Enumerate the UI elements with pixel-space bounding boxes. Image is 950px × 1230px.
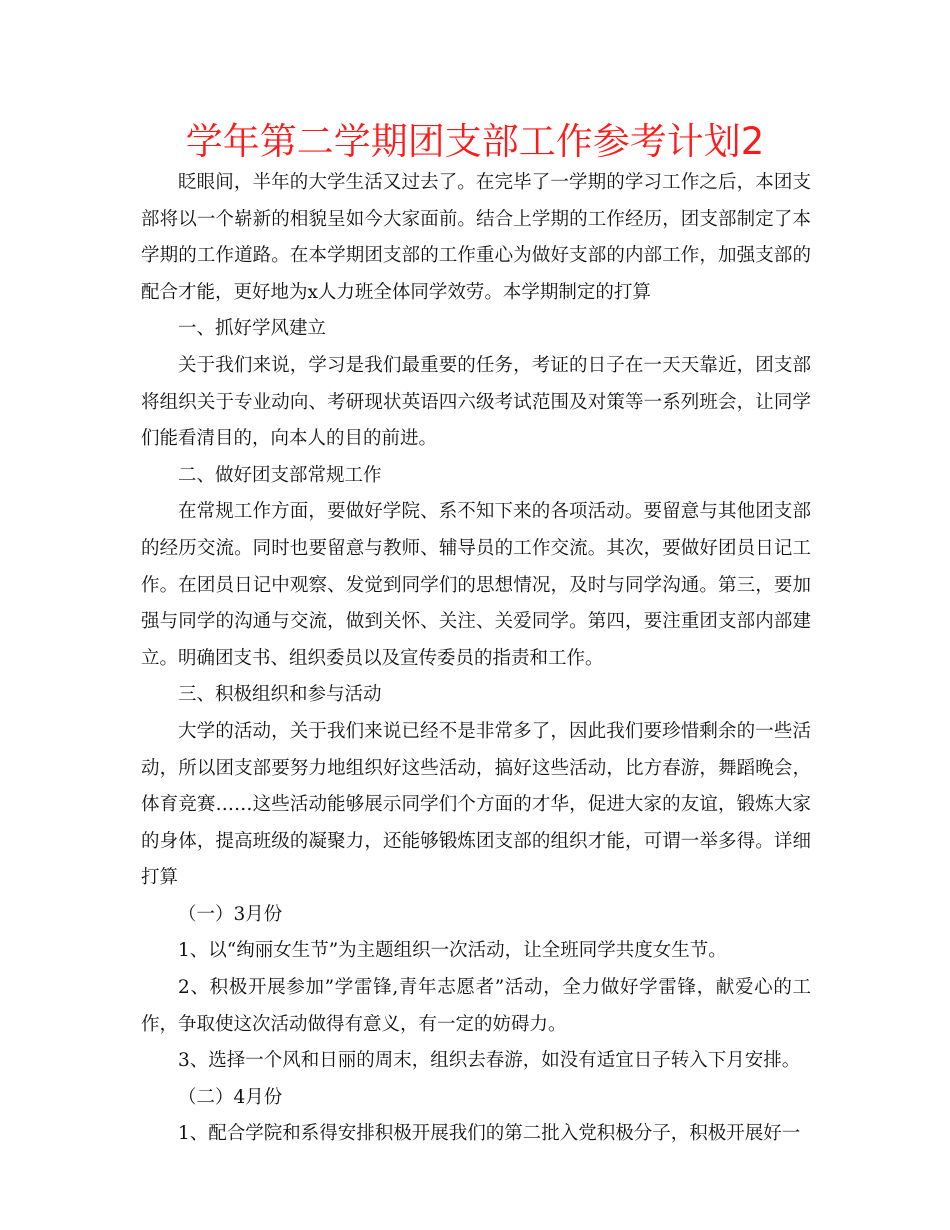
paragraph-routine-work: 在常规工作方面，要做好学院、系不知下来的各项活动。要留意与其他团支部的经历交流。同时也要留意与教师、辅导员的工作交流。其次，要做好团员日记工作。在团员日记中观察、发觉到同学们的思想情况，及时与同学沟通。第三，要加强与同学的沟通与交流，做到关怀、关注、关爱同学。第四，要注重团支部内部建立。明确团支书、组织委员以及宣传委员的指责和工作。 bbox=[141, 501, 811, 669]
list-item-march-2: 2、积极开展参加”学雷锋,青年志愿者”活动，全力做好学雷锋，献爱心的工作，争取使这次活动做得有意义，有一定的妨碍力。 bbox=[141, 977, 811, 1035]
paragraph-activities: 大学的活动，关于我们来说已经不是非常多了，因此我们要珍惜剩余的一些活动，所以团支部要努力地组织好这些活动，搞好这些活动，比方春游，舞蹈晚会，体育竞赛……这些活动能够展示同学们个方面的才华，促进大家的友谊，锻炼大家的身体，提高班级的凝聚力，还能够锻炼团支部的组织才能，可谓一举多得。详细打算 bbox=[141, 720, 811, 889]
document-body bbox=[141, 165, 811, 1153]
section-heading-1: 一、抓好学风建立 bbox=[178, 318, 327, 340]
list-item-march-1: 1、以“绚丽女生节”为主题组织一次活动，让全班同学共度女生节。 bbox=[178, 940, 727, 962]
section-heading-3: 三、积极组织和参与活动 bbox=[178, 684, 382, 706]
document-title: 学年第二学期团支部工作参考计划2 bbox=[185, 120, 765, 163]
paragraph-study: 关于我们来说，学习是我们最重要的任务，考证的日子在一天天靠近，团支部将组织关于专业动向、考研现状英语四六级考试范围及对策等一系列班会，让同学们能看清目的，向本人的目的前进。 bbox=[141, 354, 811, 450]
subheading-march: （一）3月份 bbox=[178, 903, 283, 925]
paragraph-intro: 眨眼间，半年的大学生活又过去了。在完毕了一学期的学习工作之后，本团支部将以一个崭新的相貌呈如今大家面前。结合上学期的工作经历，团支部制定了本学期的工作道路。在本学期团支部的工作重心为做好支部的内部工作，加强支部的配合才能，更好地为x人力班全体同学效劳。本学期制定的打算 bbox=[141, 172, 811, 303]
list-item-march-3: 3、选择一个风和日丽的周末，组织去春游，如没有适宜日子转入下月安排。 bbox=[178, 1050, 801, 1072]
subheading-april: （二）4月份 bbox=[178, 1086, 283, 1108]
section-heading-2: 二、做好团支部常规工作 bbox=[178, 464, 382, 486]
list-item-april-1: 1、配合学院和系得安排积极开展我们的第二批入党积极分子，积极开展好一 bbox=[178, 1123, 801, 1145]
